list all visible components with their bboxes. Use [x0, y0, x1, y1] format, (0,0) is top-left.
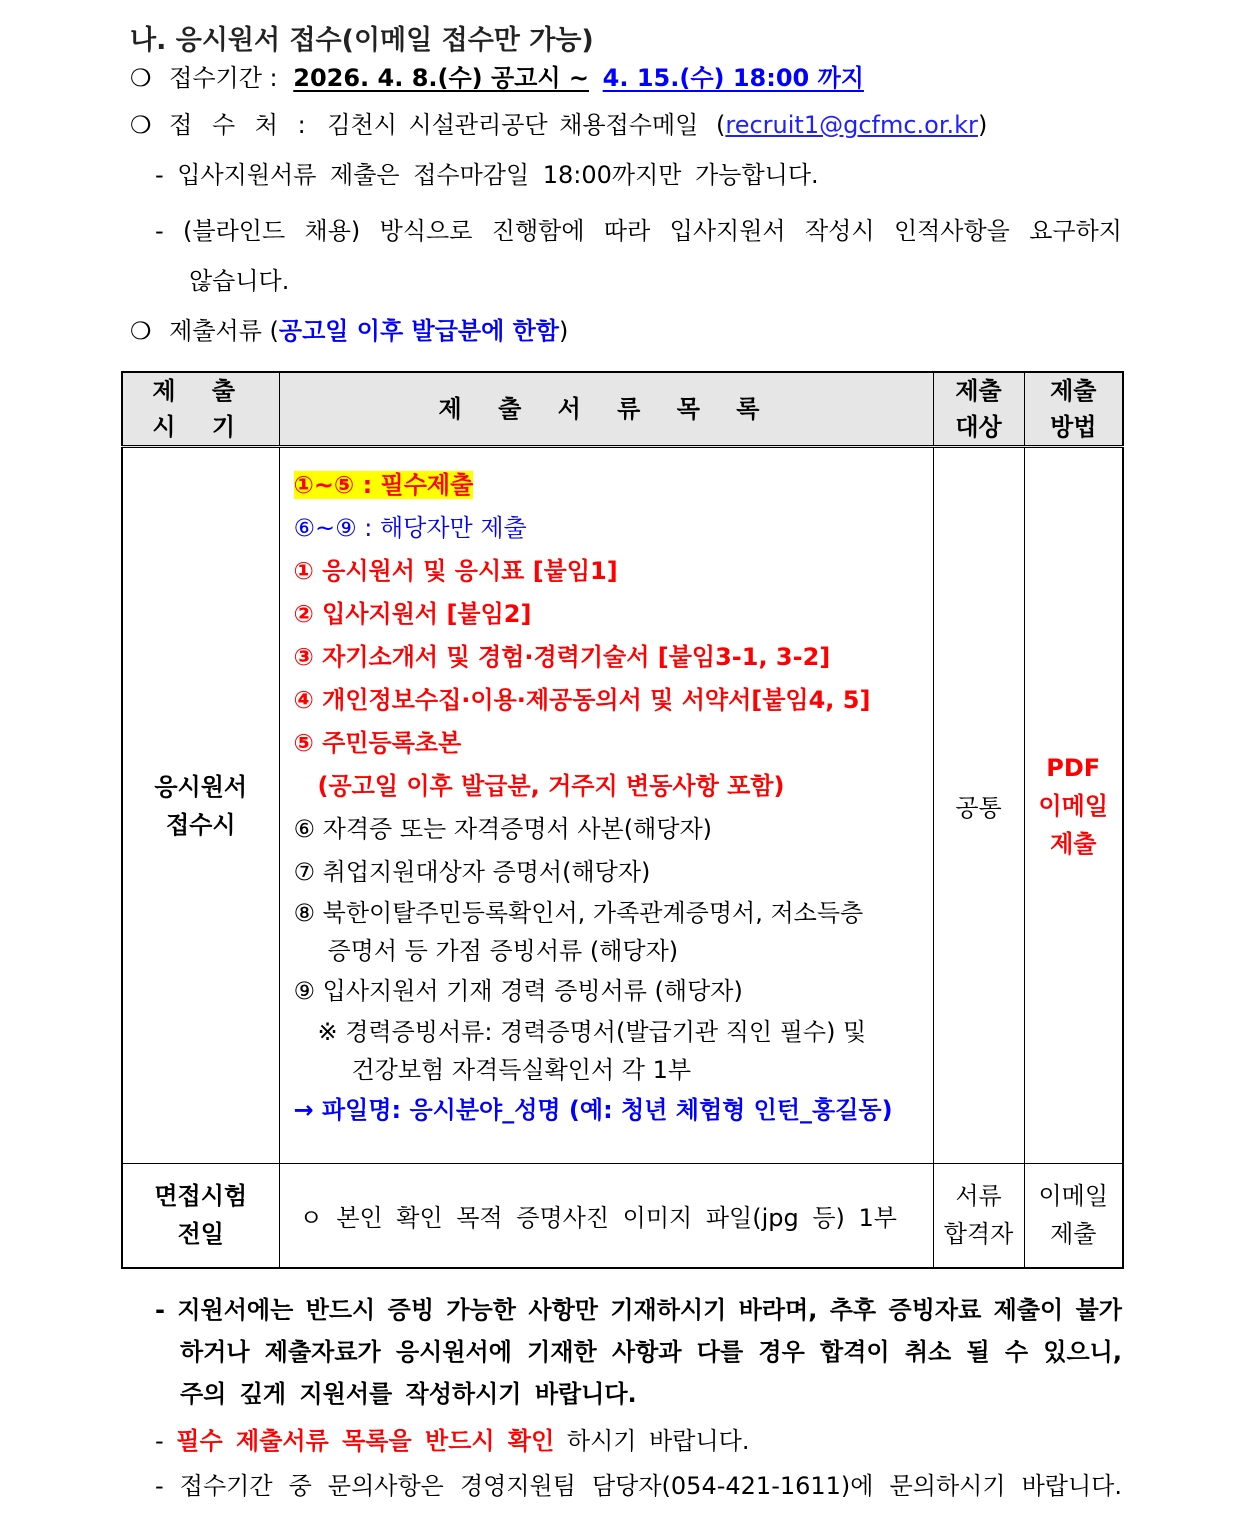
destination-org: 김천시 시설관리공단 채용접수메일 [327, 111, 699, 139]
warning-line-1: - 지원서에는 반드시 증빙 가능한 사항만 기재하시기 바라며, 추후 증빙자료 제출이 불가 [155, 1296, 1122, 1324]
method-cell: 이메일 제출 [1024, 1164, 1123, 1268]
optional-note: ⑥~⑨ : 해당자만 제출 [293, 514, 527, 542]
list-item: ※ 경력증빙서류: 경력증명서(발급기관 직인 필수) 및 [317, 1018, 867, 1046]
list-item: ① 응시원서 및 응시표 [붙임1] [293, 557, 618, 585]
list-item: ③ 자기소개서 및 경험·경력기술서 [붙임3-1, 3-2] [293, 643, 831, 671]
warning-line-2: 하거나 제출자료가 응시원서에 기재한 사항과 다를 경우 합격이 취소 될 수 있으니, [180, 1338, 1122, 1366]
document-list-cell [279, 447, 933, 1164]
section-heading: 나. 응시원서 접수(이메일 접수만 가능) [130, 25, 594, 56]
documents-close: ) [558, 317, 569, 345]
method-cell: PDF 이메일 제출 [1024, 447, 1123, 1164]
list-item: ⑥ 자격증 또는 자격증명서 사본(해당자) [293, 815, 713, 843]
bullet-icon: ❍ [130, 64, 152, 92]
target-cell: 공통 [933, 447, 1024, 1164]
header-list: 제 출 서 류 목 록 [279, 372, 933, 447]
required-note: ①~⑤ : 필수제출 [293, 471, 474, 499]
list-item: ② 입사지원서 [붙임2] [293, 600, 532, 628]
list-item: (공고일 이후 발급분, 거주지 변동사항 포함) [317, 772, 785, 800]
check-emphasis: 필수 제출서류 목록을 반드시 확인 [176, 1427, 555, 1455]
header-method: 제출 방법 [1024, 372, 1123, 447]
contact-line: - 접수기간 중 문의사항은 경영지원팀 담당자(054-421-1611)에 문의하시기 바랍니다. [155, 1472, 1122, 1500]
check-line [155, 1420, 749, 1462]
table-row [122, 1164, 1123, 1268]
list-item: ④ 개인정보수집·이용·제공동의서 및 서약서[붙임4, 5] [293, 686, 871, 714]
target-cell: 서류 합격자 [933, 1164, 1024, 1268]
email-paren-close: ) [977, 111, 988, 139]
list-item: ⑦ 취업지원대상자 증명서(해당자) [293, 858, 651, 886]
table-row [122, 447, 1123, 1164]
timing-cell: 응시원서 접수시 [122, 447, 279, 1164]
table-header-row [122, 372, 1123, 447]
list-item: 건강보험 자격득실확인서 각 1부 [351, 1056, 692, 1084]
period-start: 2026. 4. 8.(수) 공고시 ~ [293, 64, 590, 92]
documents-table [121, 371, 1124, 1269]
list-item: ⑨ 입사지원서 기재 경력 증빙서류 (해당자) [293, 977, 743, 1005]
file-name-rule: → 파일명: 응시분야_성명 (예: 청년 체험형 인턴_홍길동) [293, 1096, 893, 1124]
documents-label: 제출서류 ( [169, 317, 279, 345]
check-prefix: - [155, 1427, 177, 1455]
documents-emphasis: 공고일 이후 발급분에 한함 [278, 317, 559, 345]
documents-line [130, 314, 568, 348]
destination-label: 접 수 처 : [169, 111, 312, 139]
note-blind-1: - (블라인드 채용) 방식으로 진행함에 따라 입사지원서 작성시 인적사항을 요구하지 [155, 217, 1122, 245]
check-suffix: 하시기 바랍니다. [554, 1427, 750, 1455]
list-item: 증명서 등 가점 증빙서류 (해당자) [327, 937, 679, 965]
timing-cell: 면접시험 전일 [122, 1164, 279, 1268]
note-blind-2: 않습니다. [189, 267, 290, 295]
email-paren-open: ( [716, 111, 726, 139]
bullet-icon: ❍ [130, 317, 152, 345]
photo-item: ㅇ 본인 확인 목적 증명사진 이미지 파일(jpg 등) 1부 [279, 1164, 933, 1268]
email-link[interactable]: recruit1@gcfmc.or.kr [725, 111, 978, 139]
period-label: 접수기간 : [169, 64, 278, 92]
note-deadline: - 입사지원서류 제출은 접수마감일 18:00까지만 가능합니다. [155, 161, 819, 189]
header-target: 제출 대상 [933, 372, 1024, 447]
destination-line [130, 108, 987, 142]
list-item: ⑧ 북한이탈주민등록확인서, 가족관계증명서, 저소득층 [293, 899, 864, 927]
bullet-icon: ❍ [130, 111, 152, 139]
period-line [130, 61, 864, 95]
list-item: ⑤ 주민등록초본 [293, 729, 462, 757]
header-timing: 제 출 시 기 [122, 372, 279, 447]
warning-line-3: 주의 깊게 지원서를 작성하시기 바랍니다. [180, 1380, 637, 1408]
period-end: 4. 15.(수) 18:00 까지 [602, 64, 864, 92]
